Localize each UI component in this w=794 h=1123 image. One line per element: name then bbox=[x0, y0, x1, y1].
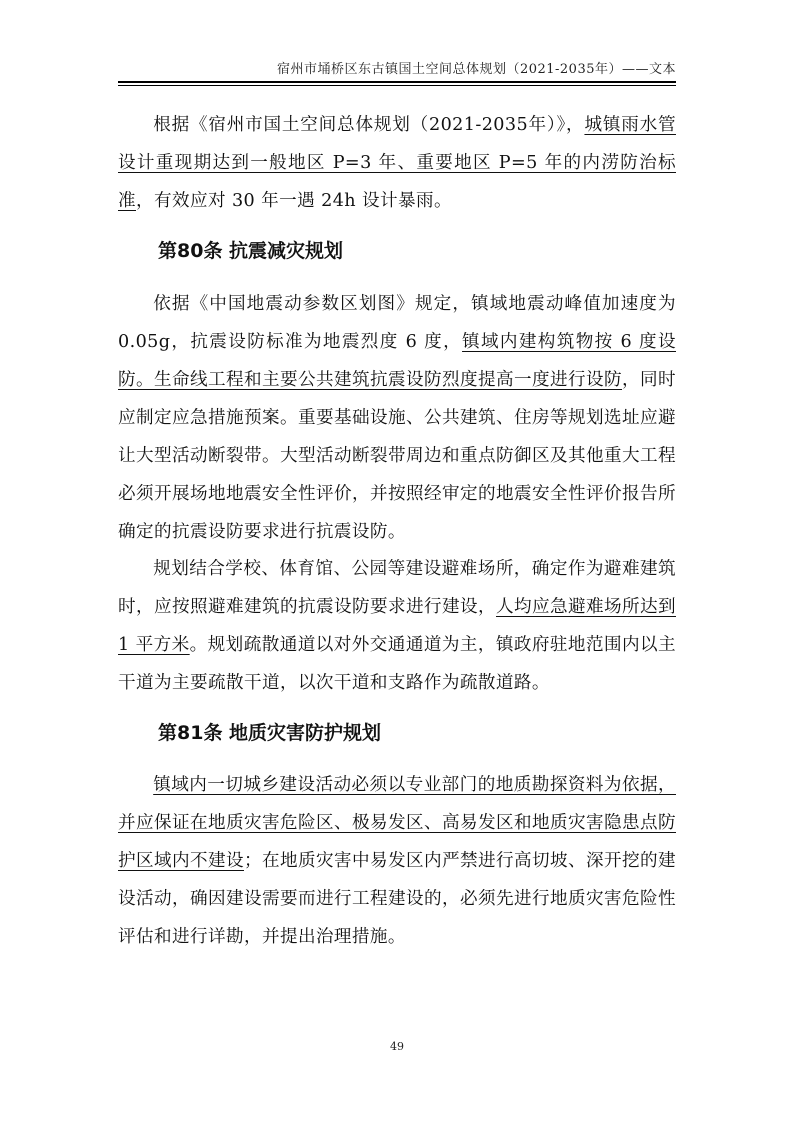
paragraph-shelter bbox=[118, 550, 676, 702]
paragraph-geohazard-underlined: 镇域内一切城乡建设活动必须以专业部门的地质勘探资料为依据，并应保证在地质灾害危险区、极易发区、高易发区和地质灾害隐患点防护区域内不建设 bbox=[118, 775, 676, 871]
paragraph-seismic-underlined: 镇域内建构筑物按 6 度设防。生命线工程和主要公共建筑抗震设防烈度提高一度进行设防 bbox=[118, 332, 676, 390]
paragraph-drainage bbox=[118, 106, 676, 220]
paragraph-drainage-underlined: 城镇雨水管设计重现期达到一般地区 P=3 年、重要地区 P=5 年的内涝防治标准 bbox=[118, 115, 676, 211]
paragraph-drainage-intro: 根据《宿州市国土空间总体规划（2021-2035年）》， bbox=[153, 115, 585, 135]
header-rule-thick bbox=[118, 81, 676, 83]
document-header: 宿州市埇桥区东古镇国土空间总体规划（2021-2035年）——文本 bbox=[276, 62, 676, 77]
paragraph-seismic-rest: ，同时应制定应急措施预案。重要基础设施、公共建筑、住房等规划选址应避让大型活动断裂带。大型活动断裂带周边和重点防御区及其他重大工程必须开展场地地震安全性评价，并按照经审定的地震安全性评价报告所确定的抗震设防要求进行抗震设防。 bbox=[118, 370, 677, 542]
paragraph-seismic bbox=[118, 285, 676, 551]
paragraph-shelter-rest: 。规划疏散通道以对外交通通道为主，镇政府驻地范围内以主干道为主要疏散干道，以次干道和支路作为疏散道路。 bbox=[118, 635, 676, 693]
paragraph-geohazard bbox=[118, 766, 676, 956]
header-rule-thin bbox=[118, 85, 676, 86]
paragraph-shelter-intro: 规划结合学校、体育馆、公园等建设避难场所，确定作为避难建筑时，应按照避难建筑的抗震设防要求进行建设， bbox=[118, 559, 676, 617]
paragraph-geohazard-rest: ；在地质灾害中易发区内严禁进行高切坡、深开挖的建设活动，确因建设需要而进行工程建设的，必须先进行地质灾害危险性评估和进行详勘，并提出治理措施。 bbox=[118, 851, 676, 947]
section-heading-81: 第81条 地质灾害防护规划 bbox=[158, 722, 382, 744]
paragraph-shelter-underlined: 人均应急避难场所达到 1 平方米 bbox=[118, 597, 676, 655]
page-number: 49 bbox=[390, 1040, 404, 1053]
paragraph-drainage-end: ，有效应对 30 年一遇 24h 设计暴雨。 bbox=[136, 191, 452, 211]
paragraph-seismic-intro: 依据《中国地震动参数区划图》规定，镇域地震动峰值加速度为 0.05g，抗震设防标准为地震烈度 6 度， bbox=[118, 294, 676, 352]
section-heading-80: 第80条 抗震减灾规划 bbox=[158, 240, 344, 262]
